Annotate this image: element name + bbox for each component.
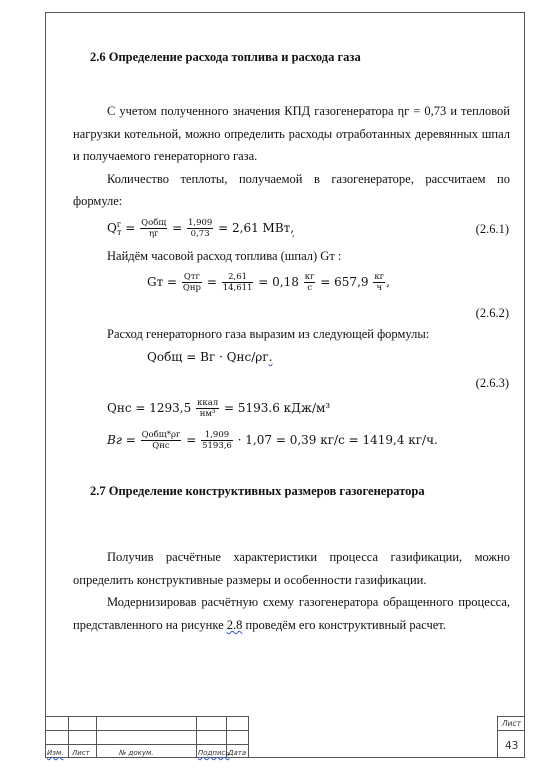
- section-title-2-6: 2.6 Определение расхода топлива и расхода газа: [90, 50, 361, 64]
- stamp-cell: [45, 730, 69, 744]
- eq1-lhs-sup: г: [116, 220, 122, 229]
- stamp-cell: [97, 730, 197, 744]
- equation-2-6-2: Gт = $\frac{\text{Qтг}}{\text{Qнр}}$ = $\frac{2,61}{14,611}$ = 0,18 $\frac{кг}{с}$ = 657,9 $\frac{кг}{ч}$ ,: [147, 272, 390, 293]
- eq3-text: Qобщ = Bг · Qнс/ρг: [147, 350, 269, 364]
- stamp-label-list: Лист: [72, 749, 90, 757]
- para2-part-a: Модернизировав расчётную схему газогенератора обращенного процесса, представленного на рисунке: [73, 595, 510, 632]
- para2-part-b: проведём его конструктивный расчет.: [242, 617, 446, 632]
- stamp-cell-doc: [97, 744, 197, 758]
- stamp-cell: [45, 716, 69, 730]
- stamp-label-date: Дата: [228, 749, 247, 757]
- eq5-frac2: $\frac{1,909}{5193,6}$: [202, 430, 232, 451]
- section-2-7-body: [73, 546, 510, 636]
- stamp-cell: [69, 716, 97, 730]
- stamp-label-izm: Изм.: [47, 749, 64, 757]
- paragraph-gas-flow: Расход генераторного газа выразим из следующей формулы:: [107, 327, 430, 341]
- eq5-frac1: $\frac{\text{Qобщ*ρг}}{\text{Qнс}}$: [141, 430, 181, 451]
- title-block-stamp: [45, 716, 525, 758]
- paragraph-fuel-consumption: Найдём часовой расход топлива (шпал) Gт :: [107, 249, 342, 263]
- equation-number-2-6-2: (2.6.2): [475, 306, 509, 320]
- eq3-tail: .: [268, 350, 273, 364]
- eq1-result: = 2,61 МВт: [218, 221, 291, 235]
- eq4-result: = 5193.6 кДж/м³: [223, 401, 331, 415]
- stamp-cell-signature: [197, 744, 230, 758]
- stamp-cell: [227, 730, 249, 744]
- equation-number-2-6-1: (2.6.1): [475, 222, 509, 236]
- equation-2-6-3: [147, 350, 272, 364]
- stamp-cell-date: [227, 744, 249, 758]
- sheet-label: Лист: [502, 719, 522, 728]
- eq5-result: · 1,07 = 0,39 кг/с = 1419,4 кг/ч.: [237, 433, 438, 447]
- equation-number-2-6-3: (2.6.3): [475, 376, 509, 390]
- figure-reference-link[interactable]: 2.8: [226, 617, 243, 632]
- equation-gas-consumption: Bг = $\frac{\text{Qобщ*ρг}}{\text{Qнс}}$ = $\frac{1,909}{5193,6}$ · 1,07 = 0,39 кг/с = 1419,4 кг/ч.: [107, 430, 438, 451]
- paragraph-kpd: С учетом полученного значения КПД газогенератора ηг = 0,73 и тепловой нагрузки котельной, можно определить расходы отработанных деревянных шпал и получаемого генераторного газа.: [73, 104, 510, 164]
- stamp-cell-izm: [45, 744, 69, 758]
- stamp-cell: [69, 730, 97, 744]
- section-title-2-7: 2.7 Определение конструктивных размеров газогенератора: [90, 484, 425, 498]
- eq2-tail: ,: [386, 275, 390, 289]
- eq4-lhs: Qнс = 1293,5: [107, 401, 192, 415]
- eq1-lhs-sub: т: [117, 228, 122, 238]
- stamp-cell: [197, 716, 227, 730]
- eq4-unit: $\frac{\text{ккал}}{\text{нм³}}$: [197, 398, 219, 419]
- eq2-frac2: $\frac{2,61}{14,611}$: [222, 272, 253, 293]
- eq1-frac1: $\frac{\text{Qобщ}}{\eta г}$: [141, 218, 167, 239]
- equation-2-6-1: $Q^г_т$ = $\frac{\text{Qобщ}}{\eta г}$ = $\frac{1,909}{0,73}$ = 2,61 МВт,: [107, 218, 295, 239]
- eq2-val1: = 0,18: [258, 275, 299, 289]
- sheet-number: 43: [505, 740, 519, 752]
- stamp-label-signature: Подпись: [198, 749, 230, 757]
- section-2-6-body: [73, 100, 510, 213]
- paragraph-gasification: Получив расчётные характеристики процесса газификации, можно определить конструктивные размеры и особенности газификации.: [73, 550, 510, 587]
- eq2-frac1: $\frac{\text{Qтг}}{\text{Qнр}}$: [182, 272, 201, 293]
- eq1-frac2: $\frac{1,909}{0,73}$: [187, 218, 213, 239]
- stamp-label-doc: № докум.: [119, 749, 154, 757]
- eq2-lhs: Gт: [147, 275, 164, 289]
- paragraph-heat-quantity: Количество теплоты, получаемой в газогенераторе, рассчитаем по формуле:: [73, 171, 510, 209]
- sheet-cell-divider: [497, 730, 525, 731]
- stamp-cell: [197, 730, 227, 744]
- eq2-val2: = 657,9: [320, 275, 369, 289]
- eq1-lhs: Q: [107, 221, 117, 235]
- stamp-cell: [227, 716, 249, 730]
- stamp-cell-list: [69, 744, 97, 758]
- eq2-unit1: $\frac{кг}{с}$: [304, 272, 315, 293]
- equation-calorific-value: [107, 398, 330, 419]
- eq1-tail: ,: [290, 221, 295, 235]
- eq2-unit2: $\frac{кг}{ч}$: [374, 272, 385, 293]
- paragraph-modernized-scheme: [73, 591, 510, 636]
- eq5-lhs: Bг =: [107, 433, 136, 447]
- stamp-cell: [97, 716, 197, 730]
